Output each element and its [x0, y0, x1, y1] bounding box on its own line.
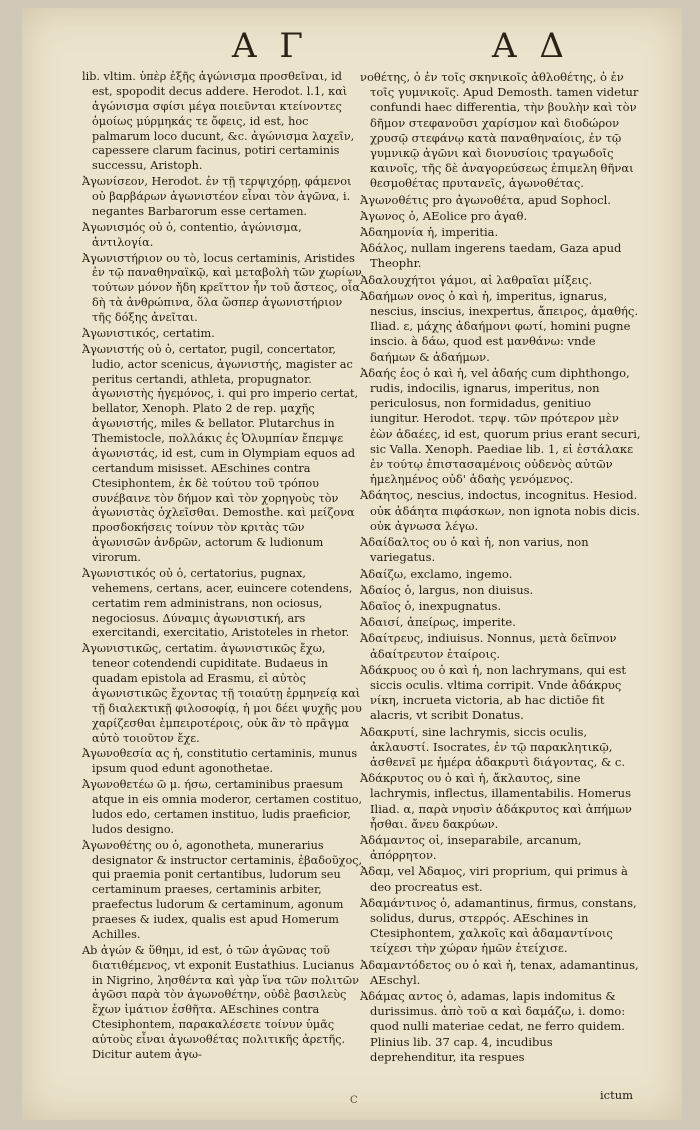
dictionary-entry: Ἀδάμας αντος ὁ, adamas, lapis indomitus & durissimus. ἀπὸ τοῦ α καὶ δαμάζω, i. domo: quod nulli materiae cedat, ne ferro quidem. Plinius lib. 37 cap. 4, incudibus deprehenditur, ita respues	[360, 988, 626, 1064]
dictionary-entry: Ἀδάητος, nescius, indoctus, incognitus. Hesiod. οὐκ ἀδάητα πιφάσκων, non ignota nobis dicis. οὐκ ἀγνωσα λέγω.	[360, 488, 641, 533]
right-column	[360, 70, 642, 1066]
dictionary-entry: Ἀγωνιστικός, certatim.	[82, 326, 215, 340]
dictionary-entry: Ἀγωνιστικός οὐ ὁ, certatorius, pugnax, vehemens, certans, acer, euincere cotendens, certatim rem administrans, non ociosus, negociosus. Δύναμις ἀγωνιστική, ars exercitandi, exercitatio, Aristoteles in rhetor.	[82, 566, 353, 640]
dictionary-entry: Ἀγωνος ὁ, AEolice pro ἀγαθ.	[360, 208, 528, 223]
left-column	[82, 70, 364, 1064]
dictionary-entry: Ἀδαισί, ἀπείρως, imperite.	[360, 615, 516, 630]
signature-mark: C	[350, 1095, 358, 1106]
dictionary-entry: Ἀδαής ἑος ὁ καὶ ἡ, vel ἀδαής cum diphthongo, rudis, indocilis, ignarus, imperitus, non periculosus, non formidadus, genitiuo iungitur. Herodot. τερψ. τῶν πρότερον μὲν ἐὼν ἀδαέες, id est, quorum prius erant securi, sic Valla. Xenoph. Paediae lib. 1, εἰ ἐστάλακε ἐν τούτῳ ἐπιστασαμένοις οὐδενὸς αὐτῶν ἡμελημένος οὐδ' ἀδαὴς γενόμενος.	[360, 365, 641, 487]
dictionary-entry: Ἀδαίδαλτος ου ὁ καὶ ἡ, non varius, non variegatus.	[360, 535, 589, 565]
dictionary-entry: Ἀγωνιστήριον ου τὸ, locus certaminis, Aristides ἐν τῷ παναθηναϊκῷ, καὶ μεταβολὴ τῶν χωρίων τούτων μόνον ἤδη κρεῖττον ἦν τοῦ ἄστεος, οἷα δὴ τὰ ἀνθρώπινα, ὅλα ὥσπερ ἀγωνιστήριον τῆς δόξης ἀνεῖται.	[82, 251, 362, 324]
dictionary-entry: Ἀδαίτρευς, indiuisus. Nonnus, μετὰ δεῖπνον ἀδαίτρευτον ἑταίροις.	[360, 631, 617, 661]
running-header-right: Α Δ	[492, 26, 570, 66]
dictionary-entry: lib. vltim. ὑπὲρ ἐξῆς ἀγώνισμα προσθεῖναι, id est, spopodit decus addere. Herodot. l.1, καὶ ἀγώνισμα σφίσι μέγα ποιεῦνται κτείνοντες ὁμοίως μύρμηκάς τε ὄφεις, id est, hoc palmarum loco ducunt, &c. ἀγώνισμα λαχεῖν, capessere clarum facinus, potiri certaminis successu, Aristoph.	[82, 70, 355, 173]
dictionary-entry: Ἀδαμάντινος ὁ, adamantinus, firmus, constans, solidus, durus, στερρός. AEschines in Ctesiphontem, χαλκοῖς καὶ ἀδαμαντίνοις τείχεσι τὴν χώραν ἡμῶν ἐτείχισε.	[360, 895, 637, 956]
dictionary-entry: Ἀδαημονία ἡ, imperitia.	[360, 225, 499, 240]
dictionary-entry: Ἀδαμ, vel Ἀδαμος, viri proprium, qui primus à deo procreatus est.	[360, 864, 628, 894]
dictionary-entry: Ἀγωνοθέτις pro ἀγωνοθέτα, apud Sophocl.	[360, 192, 611, 207]
dictionary-entry: Ἀδαήμων ονος ὁ καὶ ἡ, imperitus, ignarus, nescius, inscius, inexpertus, ἄπειρος, ἀμαθής. Iliad. ε, μάχης ἀδαήμονι φωτί, homini pugne inscio. à δάω, quod est μανθάνω: vnde δαήμων & ἀδαήμων.	[360, 288, 638, 364]
dictionary-entry: Ab ἀγών & ὕθημι, id est, ὁ τῶν ἀγῶνας τοῦ διατιθέμενος, vt exponit Eustathius. Lucianus in Nigrino, λησθέντα καὶ γὰρ ἵνα τῶν πολιτῶν ἀγῶσι παρὰ τὸν ἀγωνοθέτην, οὐδὲ βασιλεὺς ἔχων ἱμάτιον ἐσθῆτα. AEschines contra Ctesiphontem, παρακαλέσετε τοίνυν ὑμᾶς αὐτοὺς εἶναι ἀγωνοθέτας πολιτικῆς ἀρετῆς. Dicitur autem ἀγω-	[82, 943, 359, 1061]
catchword: ictum	[600, 1088, 634, 1102]
dictionary-entry: Ἀδάκρυτος ου ὁ καὶ ἡ, ἄκλαυτος, sine lachrymis, inflectus, illamentabilis. Homerus Iliad. α, παρὰ νηυσὶν ἀδάκρυτος καὶ ἀπήμων ἦσθαι. ἄνευ δακρύων.	[360, 771, 632, 831]
dictionary-entry: Ἀγωνοθετέω ῶ μ. ήσω, certaminibus praesum atque in eis omnia moderor, certamen costituo, ludos edo, certamen instituo, ludis praeficior, ludos designo.	[82, 778, 363, 836]
dictionary-entry: Ἀγωνοθέτης ου ὁ, agonotheta, munerarius designator & instructor certaminis, ἐβαδοῦχος, qui praemia ponit certantibus, ludorum seu certaminum praeses, certaminis arbiter, praefectus ludorum & certaminum, agonum praeses & iudex, qualis est apud Homerum Achilles.	[82, 838, 363, 941]
dictionary-entry: Ἀδαίος ὁ, largus, non diuisus.	[360, 582, 534, 597]
dictionary-entry: Ἀγωνιστικῶς, certatim. ἀγωνιστικῶς ἔχω, teneor cotendendi cupiditate. Budaeus in quadam epistola ad Erasmu, εἰ αὐτὸς ἀγωνιστικῶς ἔχοντας τῇ τοιαύτῃ ἑρμηνείᾳ καὶ τῇ διαλεκτικῇ φιλοσοφίᾳ, ἡ μοι δέει ψυχῆς μου χαρίζεσθαι ἐμπειροτέροις, οὐκ ἂν τὸ πρᾶγμα αὐτὸ τοιοῦτον ἔχε.	[82, 642, 362, 745]
dictionary-entry: Ἀδάκρυος ου ὁ καὶ ἡ, non lachrymans, qui est siccis oculis. vltima corripit. Vnde ἀδάκρυς νίκη, incrueta victoria, ab hac dictiōe fit alacris, vt scribit Donatus.	[360, 662, 626, 723]
dictionary-entry: Ἀγωνοθεσία ας ἡ, constitutio certaminis, munus ipsum quod edunt agonothetae.	[82, 747, 358, 776]
dictionary-entry: Ἀδαίζω, exclamo, ingemo.	[360, 566, 513, 581]
running-header-left: Α Γ	[232, 26, 309, 66]
dictionary-entry: νοθέτης, ὁ ἐν τοῖς σκηνικοῖς ἀθλοθέτης, ὁ ἐν τοῖς γυμνικοῖς. Apud Demosth. tamen videtur confundi haec differentia, τὴν βουλὴν καὶ τὸν δῆμον στεφανοῦσι χαρίσμον καὶ διοδώρον χρυσῷ στεφάνῳ κατὰ παναθηναίοις, ἐν τῷ γυμνικῷ ἀγῶνι καὶ διονυσίοις τραγωδοῖς καινοῖς, τῆς δὲ ἀναγορεύσεως ἐπιμελη θῆναι θεσμοθέτας πρυτανεῖς, ἀγωνοθέτας.	[360, 70, 639, 191]
dictionary-entry: Ἀδαμαντόδετος ου ὁ καὶ ἡ, tenax, adamantinus, AEschyl.	[360, 957, 639, 987]
dictionary-entry: Ἀδακρυτί, sine lachrymis, siccis oculis, ἀκλαυστί. Isocrates, ἐν τῷ παρακλητικῷ, ἀσθενεῖ με ἡμέρα ἀδακρυτὶ διάγοντας, & c.	[360, 724, 625, 769]
dictionary-entry: Ἀδάλος, nullam ingerens taedam, Gaza apud Theophr.	[360, 241, 622, 271]
dictionary-entry: Ἀγωνιστής οὐ ὁ, certator, pugil, concertator, ludio, actor scenicus, ἀγωνιστής, magister ac peritus certandi, athleta, propugnator. ἀγωνιστὴς ἡγεμόνος, i. qui pro imperio certat, bellator, Xenoph. Plato 2 de rep. μαχῆς ἀγωνιστής, miles & bellator. Plutarchus in Themistocle, πολλάκις ἐς Ὀλυμπίαν ἔπεμψε ἀγωνιστάς, id est, cum in Olympiam equos ad certandum misisset. AEschines contra Ctesiphontem, ἐκ δὲ τούτου τοῦ τρόπου συνέβαινε τὸν δήμον καὶ τὸν χορηγοὺς τὸν ἀγωνιστὰς ὀχλεῖσθαι. Demosthe. καὶ μείζονα προσδοκήσεις τοίνυν τὸν κριτὰς τῶν ἀγωνισῶν ἀνδρῶν, actorum & ludionum virorum.	[82, 342, 359, 564]
dictionary-entry: Ἀδαλουχήτοι γάμοι, αἱ λαθραῖαι μίξεις.	[360, 272, 593, 287]
dictionary-entry: Ἀγωνισμός οὐ ὁ, contentio, ἀγώνισμα, ἀντιλογία.	[82, 220, 302, 249]
dictionary-entry: Ἀδάμαντος οἱ, inseparabile, arcanum, ἀπόρρητον.	[360, 832, 582, 863]
dictionary-entry: Ἀγωνίσεον, Herodot. ἐν τῇ τερψιχόρῃ, φάμενοι οὐ βαρβάρων ἀγωνιστέον εἶναι τὸν ἀγῶνα, i. negantes Barbarorum esse certamen.	[82, 175, 352, 218]
dictionary-entry: Ἀδαῖος ὁ, inexpugnatus.	[360, 598, 502, 613]
